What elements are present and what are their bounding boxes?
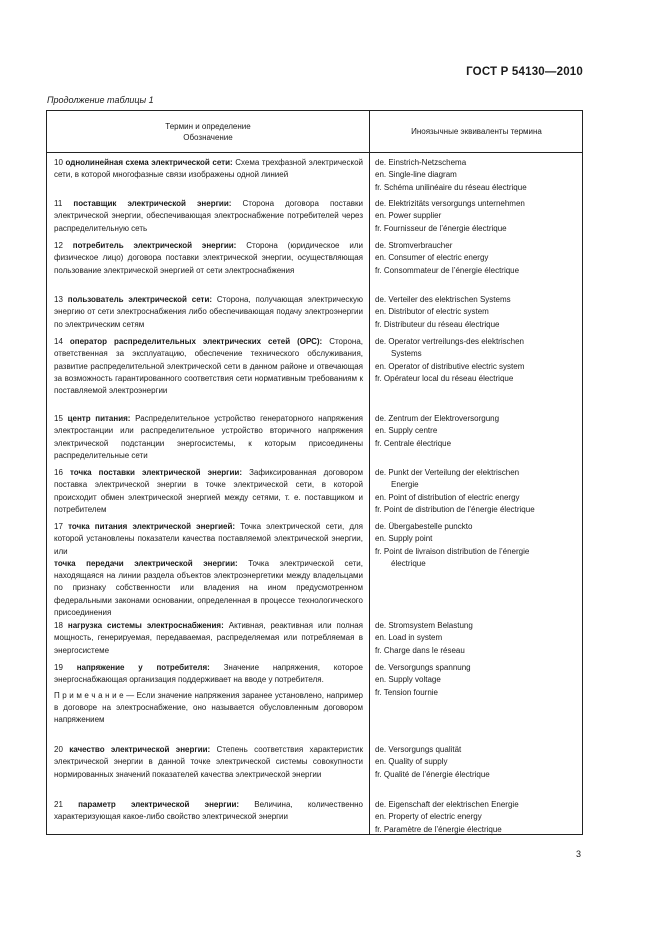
equivalents-cell: de. Punkt der Verteilung der elektrischen Energie en. Point of distribution of electric energy fr. Point de distribution de l’énergie électrique bbox=[375, 468, 535, 514]
terms-table bbox=[46, 110, 583, 835]
term-cell: 21 параметр электрической энергии: Величина, количественно характеризующая какое-либо свойство электрической энергии bbox=[54, 800, 364, 822]
term-cell: 12 потребитель электрической энергии: Сторона (юридическое или физическое лицо) договора поставки электрической энергии, осуществляющая пользование электрической энергией от сети электроснабжения bbox=[54, 241, 363, 275]
equivalents-cell: de. Einstrich-Netzschema en. Single-line diagram fr. Schéma unilinéaire du réseau électrique bbox=[375, 158, 527, 192]
equivalents-cell: de. Übergabestelle punckto en. Supply point fr. Point de livraison distribution de l’énergie électrique bbox=[375, 522, 530, 568]
term-cell: 19 напряжение у потребителя: Значение напряжения, которое энергоснабжающая организация поддерживает на вводе у потребителя. П р и м е ч а н и е — Если значение напряжения заранее установлено, например в договоре на электроснабжение, оно называется обусловленным договором напряжением bbox=[54, 662, 363, 726]
header-divider bbox=[47, 152, 582, 153]
note-text: П р и м е ч а н и е — Если значение напряжения заранее установлено, например в договоре на электроснабжение, оно называется обусловленным договором напряжением bbox=[54, 690, 363, 725]
equivalents-cell: de. Versorgungs qualität en. Quality of supply fr. Qualité de l’énergie électrique bbox=[375, 745, 490, 779]
header-col-term bbox=[47, 111, 369, 152]
equivalents-cell: de. Stromsystem Belastung en. Load in system fr. Charge dans le réseau bbox=[375, 621, 473, 655]
header-col-equivalents-label: Иноязычные эквиваленты термина bbox=[411, 127, 542, 136]
term-cell: 11 поставщик электрической энергии: Сторона договора поставки электрической энергии, обеспечивающая электроснабжение потребителей через распределительную сеть bbox=[54, 199, 363, 233]
equivalents-cell: de. Zentrum der Elektroversorgung en. Supply centre fr. Centrale électrique bbox=[375, 414, 500, 448]
page-number: 3 bbox=[576, 849, 582, 859]
term-cell: 17 точка питания электрической энергией: Точка электрической сети, для которой установлены показатели качества поставляемой электрической энергии, или точка передачи электрической энергии: Точка электрической сети, находящаяся на линии раздела объектов электроэнергетики между владельцами по признаку собственности или владения на ином предусмотренном федеральными законами основании, определенная в процессе технологического присоединения bbox=[54, 522, 363, 618]
equivalents-cell: de. Elektrizitäts versorgungs unternehmen en. Power supplier fr. Fournisseur de l’énergie électrique bbox=[375, 199, 525, 233]
document-header: ГОСТ Р 54130—2010 bbox=[466, 66, 583, 78]
equivalents-cell: de. Versorgungs spannung en. Supply voltage fr. Tension fournie bbox=[375, 663, 471, 697]
term-cell: 20 качество электрической энергии: Степень соответствия характеристик электрической энергии в данной точке электрической системы совокупности нормированных значений показателей качества электрической энергии bbox=[54, 745, 363, 779]
term-cell: 16 точка поставки электрической энергии: Зафиксированная договором поставка электрической энергии в точке электрической сети, в которой происходит обмен электрической энергией между сетями, т. е. поставщиком и потребителем bbox=[54, 468, 363, 514]
header-col-equivalents bbox=[370, 111, 583, 152]
equivalents-cell: de. Eigenschaft der elektrischen Energie en. Property of electric energy fr. Paramètre de l’énergie électrique bbox=[375, 800, 519, 834]
term-cell: 15 центр питания: Распределительное устройство генераторного напряжения электростанции или распределительное устройство вторичного напряжения электрической подстанции энергосистемы, к которым присоединены распределительные сети bbox=[54, 414, 364, 460]
term-cell: 10 однолинейная схема электрической сети: Схема трехфазной электрической сети, в которой многофазные связи изображены одной линией bbox=[54, 158, 363, 180]
equivalents-cell: de. Operator vertreilungs-des elektrischen Systems en. Operator of distributive electric system fr. Opérateur local du réseau électrique bbox=[375, 337, 525, 383]
term-cell: 14 оператор распределительных электрических сетей (ОРС): Сторона, ответственная за эксплуатацию, обеспечение технического обслуживания, развитие распределительной электрической сети в данном районе и отвечающая за возможность гарантированного соответствия сети нормативным требованиям к поставляемой электроэнергии bbox=[54, 337, 363, 396]
term-cell: 13 пользователь электрической сети: Сторона, получающая электрическую энергию от сети электроснабжения либо обеспечивающая подачу электроэнергии по электрическим сетям bbox=[54, 295, 364, 329]
header-col-term-line1: Термин и определение bbox=[165, 121, 251, 131]
table-caption: Продолжение таблицы 1 bbox=[47, 95, 154, 105]
column-divider bbox=[369, 111, 370, 834]
term-cell: 18 нагрузка системы электроснабжения: Активная, реактивная или полная мощность, генерируемая, передаваемая, распределяемая или потребляемая в энергосистеме bbox=[54, 621, 363, 655]
header-col-term-line2: Обозначение bbox=[183, 132, 233, 142]
equivalents-cell: de. Stromverbraucher en. Consumer of electric energy fr. Consommateur de l’énergie électrique bbox=[375, 241, 520, 275]
equivalents-cell: de. Verteiler des elektrischen Systems en. Distributor of electric system fr. Distributeur du réseau électrique bbox=[375, 295, 511, 329]
